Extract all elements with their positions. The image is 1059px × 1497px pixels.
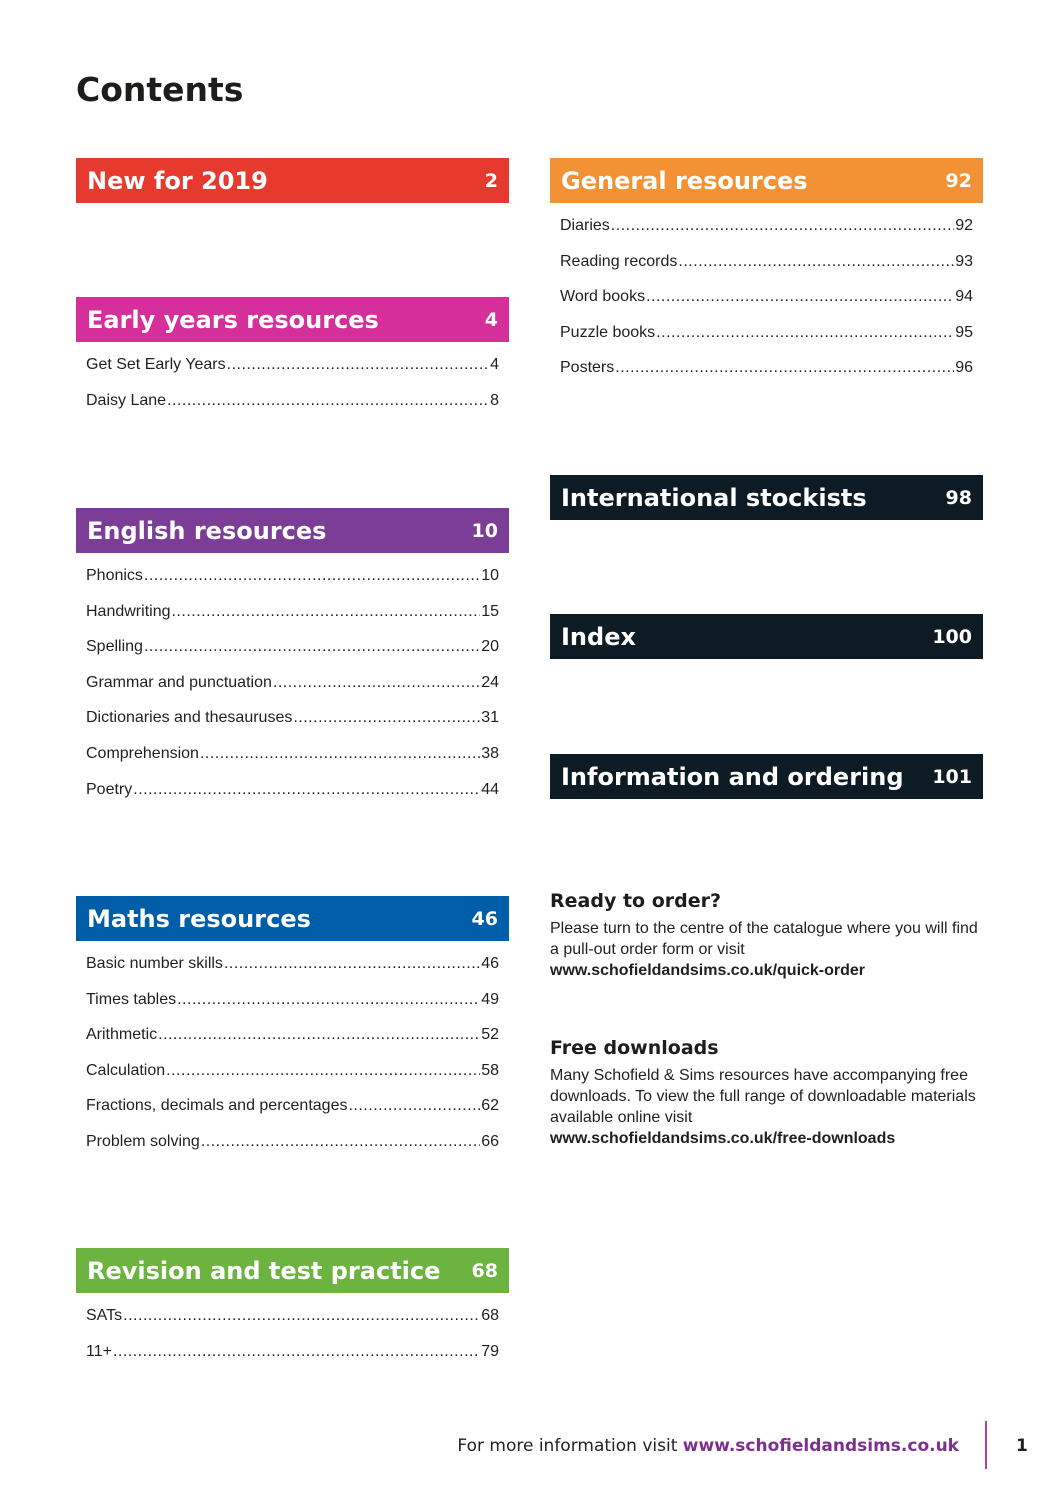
toc-entry-label: Daisy Lane: [86, 391, 167, 409]
toc-entry[interactable]: [86, 1062, 499, 1098]
section-page-number: 101: [932, 765, 972, 788]
toc-entry-label: Get Set Early Years: [86, 356, 226, 373]
dot-leader: [171, 603, 480, 621]
dot-leader: [646, 288, 954, 306]
dot-leader: [678, 253, 954, 271]
toc-entry-label: Problem solving: [86, 1132, 200, 1150]
toc-entry-page: 31: [481, 709, 499, 727]
dot-leader: [113, 1343, 480, 1361]
toc-entry[interactable]: [86, 745, 499, 781]
dot-leader: [224, 955, 480, 973]
section-header[interactable]: [76, 158, 509, 203]
toc-entry-page: 62: [481, 1097, 499, 1115]
section-page-number: 68: [471, 1259, 498, 1282]
toc-entry[interactable]: [560, 217, 973, 253]
section-page-number: 2: [484, 169, 498, 192]
dot-leader: [177, 991, 480, 1009]
toc-entry-page: 49: [481, 990, 499, 1008]
section-page-number: 4: [484, 308, 498, 331]
section-page-number: 46: [471, 907, 498, 930]
footer-divider: [985, 1421, 987, 1469]
toc-entry[interactable]: [86, 1307, 499, 1343]
dot-leader: [167, 392, 489, 410]
toc-entry-page: 15: [481, 602, 499, 620]
toc-entry-label: Dictionaries and thesauruses: [86, 709, 293, 727]
toc-entry[interactable]: [560, 253, 973, 289]
toc-entry[interactable]: [86, 674, 499, 710]
dot-leader: [656, 324, 954, 342]
dot-leader: [144, 638, 480, 656]
toc-entry[interactable]: [86, 567, 499, 603]
free-downloads-text: Many Schofield & Sims resources have accompanying free downloads. To view the full range of downloadable materials available online visit: [550, 1067, 976, 1126]
section-page-number: 10: [471, 519, 498, 542]
dot-leader: [166, 1062, 480, 1080]
dot-leader: [227, 356, 489, 374]
toc-entry-label: SATs: [86, 1307, 123, 1324]
section-title: Revision and test practice: [87, 1256, 441, 1285]
section-international: [550, 475, 983, 534]
toc-entry-page: 95: [955, 323, 973, 341]
toc-entry-page: 96: [955, 359, 973, 377]
section-header[interactable]: [76, 1248, 509, 1293]
toc-entry-page: 79: [481, 1342, 499, 1360]
section-title: International stockists: [561, 483, 867, 512]
section-english: [76, 508, 509, 816]
toc-entry-page: 58: [481, 1061, 499, 1079]
toc-entry-page: 68: [481, 1307, 499, 1324]
page-number: 1: [1016, 1436, 1028, 1456]
dot-leader: [273, 674, 480, 692]
section-header[interactable]: [550, 158, 983, 203]
toc-entry-page: 24: [481, 673, 499, 691]
toc-entry-label: Arithmetic: [86, 1026, 158, 1044]
toc-entry-label: Puzzle books: [560, 323, 656, 341]
dot-leader: [201, 1133, 480, 1151]
section-page-number: 92: [945, 169, 972, 192]
toc-entry[interactable]: [86, 392, 499, 428]
footer-website-link[interactable]: www.schofieldandsims.co.uk: [682, 1436, 959, 1456]
section-header[interactable]: [76, 297, 509, 342]
toc-entry-label: Word books: [560, 288, 646, 306]
section-title: Maths resources: [87, 904, 311, 933]
toc-entry-page: 66: [481, 1132, 499, 1150]
toc-entry[interactable]: [86, 638, 499, 674]
toc-entry[interactable]: [86, 709, 499, 745]
toc-entry-page: 8: [490, 391, 499, 409]
section-page-number: 100: [932, 625, 972, 648]
toc-entry-page: 52: [481, 1026, 499, 1044]
footer-text: For more information visit: [457, 1436, 678, 1456]
ready-to-order-text: Please turn to the centre of the catalogue where you will find a pull-out order form or visit: [550, 920, 978, 958]
ready-to-order-heading: Ready to order?: [550, 890, 721, 912]
dot-leader: [293, 709, 480, 727]
section-maths: [76, 896, 509, 1169]
section-revision: [76, 1248, 509, 1378]
dot-leader: [200, 745, 480, 763]
toc-entry[interactable]: [86, 781, 499, 817]
dot-leader: [144, 567, 480, 585]
toc-entry-label: Poetry: [86, 780, 133, 798]
dot-leader: [133, 781, 480, 799]
toc-entry-label: Posters: [560, 359, 615, 377]
free-downloads-heading: Free downloads: [550, 1037, 719, 1059]
footer: [457, 1436, 959, 1456]
section-header[interactable]: [76, 508, 509, 553]
toc-entry-label: Times tables: [86, 990, 177, 1008]
toc-entry[interactable]: [86, 1026, 499, 1062]
toc-entry[interactable]: [86, 991, 499, 1027]
toc-entry[interactable]: [86, 603, 499, 639]
toc-entry-label: Handwriting: [86, 602, 171, 620]
section-title: Information and ordering: [561, 762, 904, 791]
entry-list: [76, 1307, 509, 1378]
page-title: Contents: [76, 70, 244, 109]
section-title: General resources: [561, 166, 808, 195]
section-page-number: 98: [945, 486, 972, 509]
section-title: English resources: [87, 516, 327, 545]
toc-entry-label: Diaries: [560, 217, 610, 234]
toc-entry-label: Fractions, decimals and percentages: [86, 1097, 348, 1115]
section-header[interactable]: [76, 896, 509, 941]
section-title: New for 2019: [87, 166, 268, 195]
toc-entry-page: 4: [490, 356, 499, 373]
toc-entry-page: 93: [955, 252, 973, 270]
quick-order-link[interactable]: www.schofieldandsims.co.uk/quick-order: [550, 962, 866, 979]
toc-entry[interactable]: [86, 955, 499, 991]
toc-entry[interactable]: [560, 288, 973, 324]
section-new-for-2019: [76, 158, 509, 217]
toc-entry[interactable]: [560, 324, 973, 360]
toc-entry-label: Spelling: [86, 638, 143, 656]
toc-entry-label: Comprehension: [86, 744, 199, 762]
section-information: [550, 754, 983, 813]
toc-entry-label: Basic number skills: [86, 955, 223, 972]
toc-entry[interactable]: [86, 1133, 499, 1169]
toc-entry-page: 94: [955, 288, 973, 306]
free-downloads-link[interactable]: www.schofieldandsims.co.uk/free-downloads: [550, 1130, 896, 1147]
section-header[interactable]: [550, 475, 983, 520]
entry-list: [76, 955, 509, 1169]
toc-entry-page: 46: [481, 955, 499, 972]
toc-entry-label: Phonics: [86, 567, 143, 584]
toc-entry-label: 11+: [86, 1342, 112, 1360]
dot-leader: [123, 1307, 480, 1325]
toc-entry[interactable]: [86, 356, 499, 392]
toc-entry-page: 92: [955, 217, 973, 234]
ready-to-order-block: [550, 890, 990, 981]
section-index: [550, 614, 983, 673]
toc-entry-label: Calculation: [86, 1061, 166, 1079]
toc-entry-page: 44: [481, 780, 499, 798]
toc-entry[interactable]: [560, 359, 973, 395]
entry-list: [76, 356, 509, 427]
dot-leader: [348, 1097, 480, 1115]
toc-entry-label: Reading records: [560, 252, 678, 270]
toc-entry-page: 10: [481, 567, 499, 584]
entry-list: [550, 217, 983, 395]
section-header[interactable]: [550, 614, 983, 659]
toc-entry-page: 38: [481, 744, 499, 762]
dot-leader: [615, 359, 954, 377]
free-downloads-block: [550, 1037, 990, 1149]
toc-entry[interactable]: [86, 1343, 499, 1379]
dot-leader: [611, 217, 954, 235]
entry-list: [76, 567, 509, 816]
section-title: Early years resources: [87, 305, 379, 334]
section-general: [550, 158, 983, 395]
section-header[interactable]: [550, 754, 983, 799]
toc-entry-page: 20: [481, 638, 499, 656]
dot-leader: [158, 1026, 480, 1044]
section-title: Index: [561, 622, 636, 651]
toc-entry-label: Grammar and punctuation: [86, 673, 272, 691]
section-early-years: [76, 297, 509, 427]
toc-entry[interactable]: [86, 1097, 499, 1133]
